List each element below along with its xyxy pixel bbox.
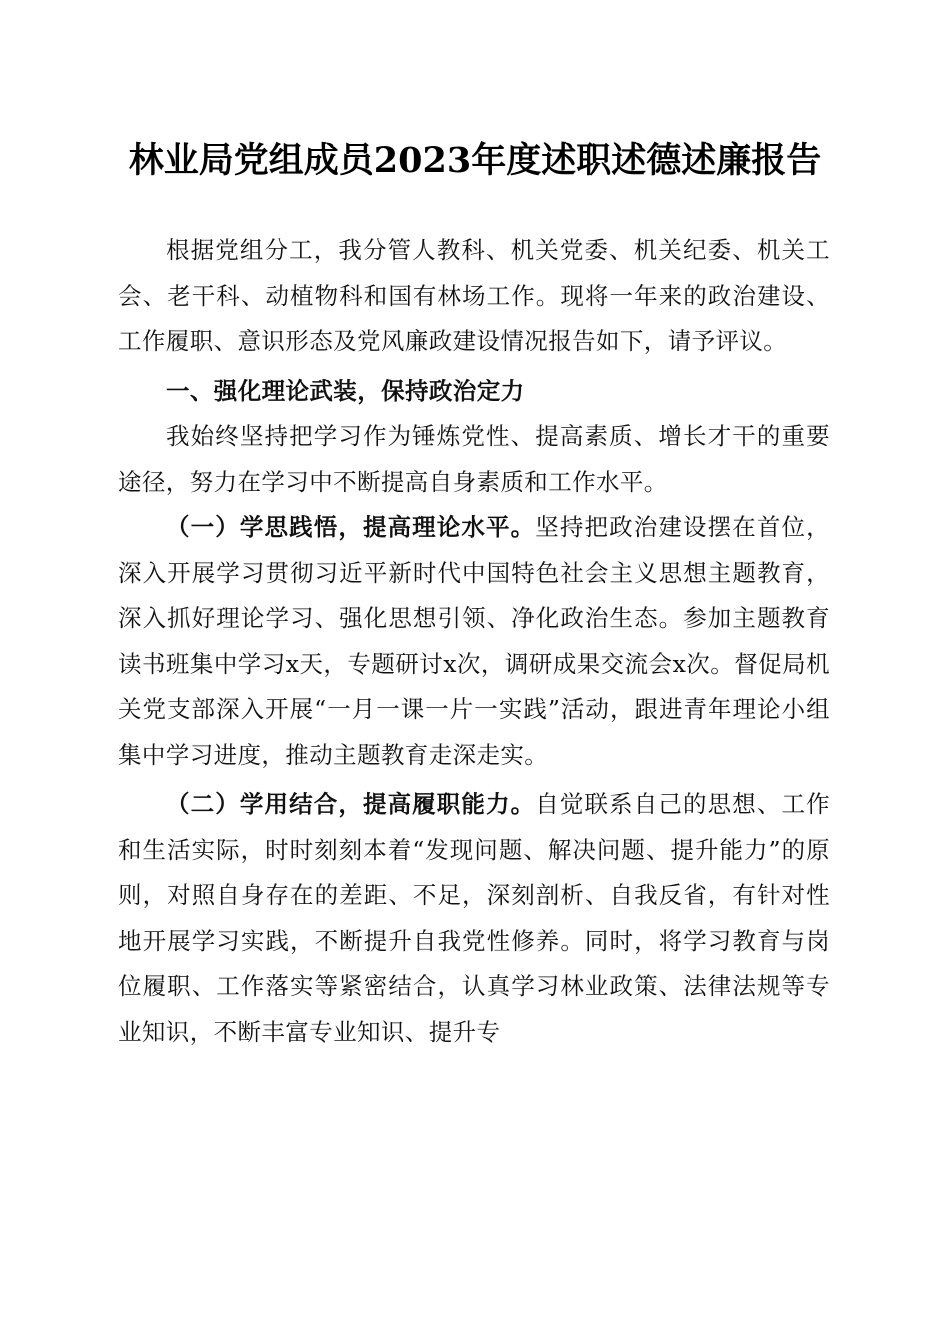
subsection-1-text: 坚持把政治建设摆在首位，深入开展学习贯彻习近平新时代中国特色社会主义思想主题教育，深入抓好理论学习、强化思想引领、净化政治生态。参加主题教育读书班集中学习x天，专题研讨x次，调研成果交流会x次。督促局机关党支部深入开展“一月一课一片一实践”活动，跟进青年理论小组集中学习进度，推动主题教育走深走实。 <box>118 513 830 769</box>
section-heading: 一、强化理论武装，保持政治定力 <box>166 376 525 405</box>
subsection-2-lead: （二）学用结合，提高履职能力。 <box>166 790 536 818</box>
document-title: 林业局党组成员2023年度述职述德述廉报告 <box>128 140 822 181</box>
subsection-1-paragraph <box>118 505 830 778</box>
section-summary-paragraph: 我始终坚持把学习作为锤炼党性、提高素质、增长才干的重要途径，努力在学习中不断提高自身素质和工作水平。 <box>118 422 830 496</box>
subsection-2-text: 自觉联系自己的思想、工作和生活实际，时时刻刻本着“发现问题、解决问题、提升能力”的原则，对照自身存在的差距、不足，深刻剖析、自我反省，有针对性地开展学习实践，不断提升自我党性修养。同时，将学习教育与岗位履职、工作落实等紧密结合，认真学习林业政策、法律法规等专业知识，不断丰富专业知识、提升专 <box>118 790 830 1046</box>
subsection-2-paragraph <box>118 782 830 1055</box>
intro-paragraph: 根据党组分工，我分管人教科、机关党委、机关纪委、机关工会、老干科、动植物科和国有林场工作。现将一年来的政治建设、工作履职、意识形态及党风廉政建设情况报告如下，请予评议。 <box>118 236 830 355</box>
document-body <box>118 228 830 1055</box>
subsection-1-lead: （一）学思践悟，提高理论水平。 <box>166 513 536 541</box>
